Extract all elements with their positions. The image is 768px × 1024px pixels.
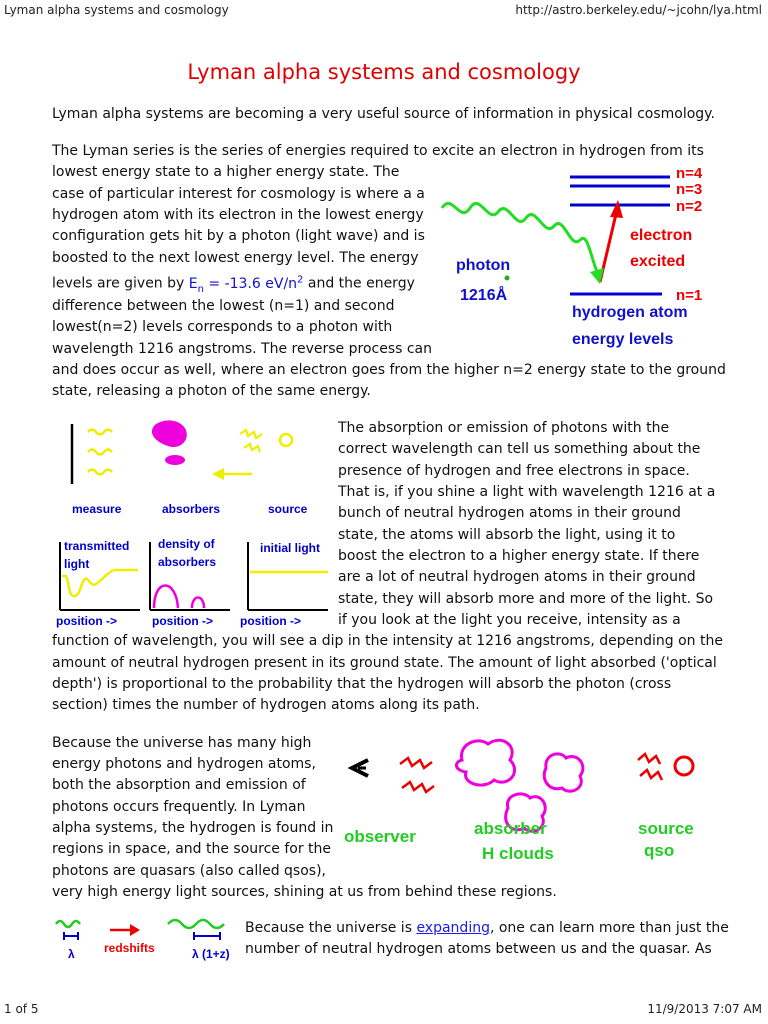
redshift-diagram <box>52 914 242 966</box>
label-initial-light: initial light <box>260 541 320 555</box>
h-cloud-3 <box>544 754 583 791</box>
absorber-blob-large <box>152 420 187 447</box>
absorption-diagram <box>52 412 336 630</box>
label-electron: electron <box>630 227 693 244</box>
label-wavelength: 1216Å <box>460 287 508 304</box>
long-wave <box>168 920 224 928</box>
h-cloud-1 <box>456 740 514 785</box>
quasar-circle <box>675 757 693 775</box>
measure-wave-3 <box>88 470 112 475</box>
label-absorbers: absorbers <box>162 502 221 516</box>
label-hydrogen-atom: hydrogen atom <box>572 304 688 321</box>
page-count: 1 of 5 <box>4 1002 39 1016</box>
graph2-density-peak-1 <box>154 586 178 609</box>
intro-paragraph: Lyman alpha systems are becoming a very useful source of information in physical cosmology. <box>52 106 715 122</box>
source-wave-b <box>640 770 662 780</box>
label-lambda-1-plus-z: λ (1+z) <box>192 947 230 961</box>
source-circle <box>280 434 292 446</box>
energy-level-diagram <box>440 160 730 360</box>
photon-arrowhead <box>590 268 604 284</box>
browser-url[interactable]: http://astro.berkeley.edu/~jcohn/lya.html <box>515 3 762 17</box>
label-observer: observer <box>344 827 416 846</box>
observer-absorber-source-diagram <box>338 728 738 870</box>
label-density-of: density of <box>158 537 215 551</box>
print-timestamp: 11/9/2013 7:07 AM <box>647 1002 762 1016</box>
source-wave-2 <box>244 444 260 452</box>
expanding-link[interactable]: expanding <box>416 920 490 936</box>
redshift-arrowhead <box>130 924 140 936</box>
label-lambda: λ <box>68 947 75 961</box>
graph1-transmitted-curve <box>62 570 138 596</box>
source-wave-a <box>638 754 660 764</box>
excitation-arrowhead <box>610 200 623 218</box>
label-n2: n=2 <box>676 198 703 215</box>
light-direction-arrowhead <box>212 468 224 480</box>
label-excited: excited <box>630 253 686 270</box>
page-title: Lyman alpha systems and cosmology <box>187 60 581 84</box>
label-source-diagram: source <box>638 819 694 838</box>
label-position-3: position -> <box>240 614 301 628</box>
label-photon: photon <box>456 257 511 274</box>
source-wave-1 <box>240 430 262 438</box>
measure-wave-1 <box>88 430 112 435</box>
label-source: source <box>268 502 308 516</box>
absorber-blob-small <box>165 455 185 465</box>
graph2-density-peak-2 <box>192 598 204 609</box>
energy-formula: $E_n = -13.6$ $eV/n^2$ <box>188 274 304 295</box>
label-transmitted: transmitted <box>64 539 130 553</box>
photon-dot <box>505 276 510 281</box>
label-absorber: absorber <box>474 819 547 838</box>
label-absorbers-graph: absorbers <box>158 555 217 569</box>
label-energy-levels: energy levels <box>572 331 674 348</box>
label-h-clouds: H clouds <box>482 844 554 863</box>
label-light: light <box>64 557 90 571</box>
observer-wave-1 <box>400 758 432 768</box>
label-qso: qso <box>644 841 675 860</box>
label-redshifts: redshifts <box>104 941 155 955</box>
observer-wave-2 <box>402 782 434 792</box>
label-n4: n=4 <box>676 165 703 182</box>
short-wave <box>56 921 80 927</box>
label-n3: n=3 <box>676 181 703 198</box>
measure-wave-2 <box>88 450 112 455</box>
label-position-1: position -> <box>56 614 117 628</box>
label-n1: n=1 <box>676 287 703 304</box>
label-position-2: position -> <box>152 614 213 628</box>
label-measure: measure <box>72 502 122 516</box>
browser-page-title: Lyman alpha systems and cosmology <box>4 3 229 17</box>
